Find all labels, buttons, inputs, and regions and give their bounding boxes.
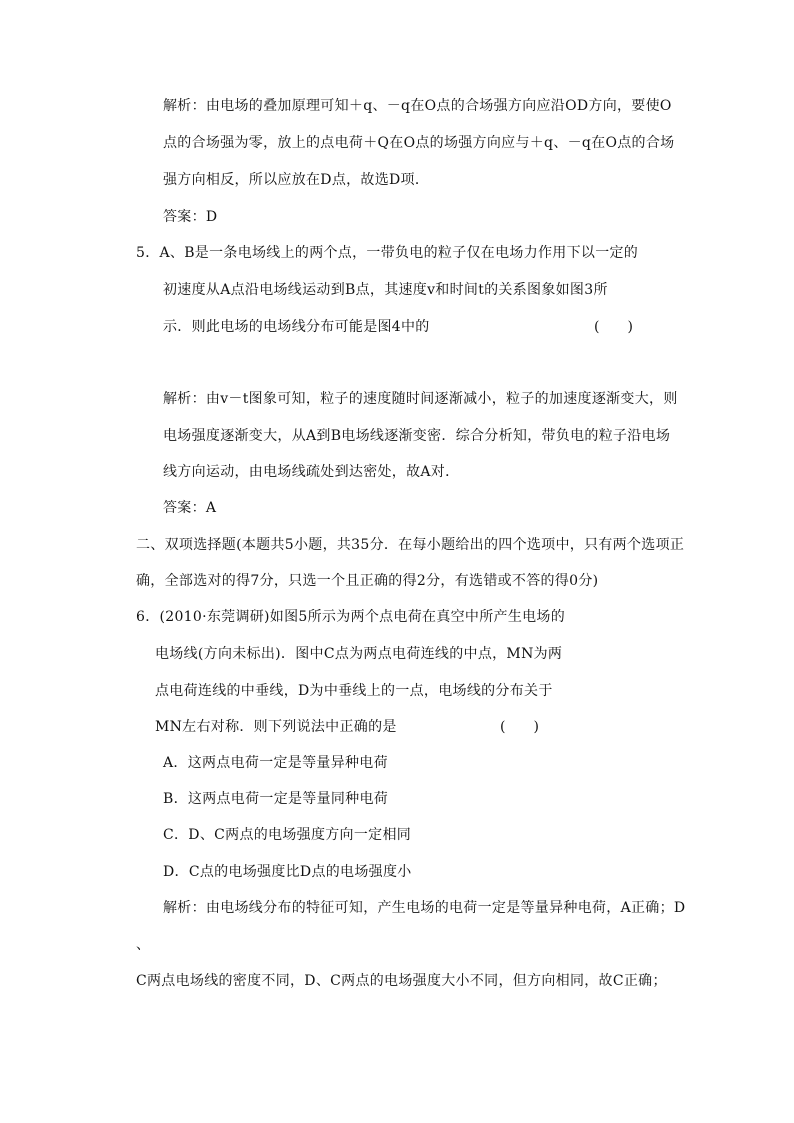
q6-stem-line-2: 电场线(方向未标出)．图中C点为两点电荷连线的中点，MN为两 [155,646,563,662]
q6-analysis-line-2: 、 [136,937,151,953]
q6-stem-line-3: 点电荷连线的中垂线，D为中垂线上的一点，电场线的分布关于 [155,683,553,699]
section2-heading-line-1: 二、双项选择题(本题共5小题，共35分．在每小题给出的四个选项中，只有两个选项正 [136,537,685,553]
q4-answer: 答案：D [163,209,218,225]
section2-heading-line-2: 确，全部选对的得7分，只选一个且正确的得2分，有选错或不答的得0分) [136,573,599,589]
q5-answer-bracket: ( ) [594,319,633,335]
q6-option-b: B．这两点电荷一定是等量同种电荷 [163,791,389,807]
q4-analysis-line-3: 强方向相反，所以应放在D点，故选D项． [163,172,430,188]
q6-stem-line-4: MN左右对称．则下列说法中正确的是 [155,719,397,735]
q6-analysis-line-3: C两点电场线的密度不同，D、C两点的电场强度大小不同，但方向相同，故C正确； [136,973,667,989]
q5-analysis-line-1: 解析：由v－t图象可知，粒子的速度随时间逐渐减小，粒子的加速度逐渐变大，则 [163,391,678,407]
q5-stem-line-2: 初速度从A点沿电场线运动到B点，其速度v和时间t的关系图象如图3所 [163,282,608,298]
q6-stem-line-1: 6．(2010·东莞调研)如图5所示为两个点电荷在真空中所产生电场的 [136,609,566,625]
q4-analysis-line-2: 点的合场强为零，放上的点电荷＋Q在O点的场强方向应与＋q、－q在O点的合场 [163,135,675,151]
q5-answer: 答案：A [163,500,217,516]
q5-analysis-line-3: 线方向运动，由电场线疏处到达密处，故A对． [163,464,460,480]
q6-analysis-line-1: 解析：由电场线分布的特征可知，产生电场的电荷一定是等量异种电荷，A正确；D [163,900,686,916]
q6-option-d: D．C点的电场强度比D点的电场强度小 [163,864,412,880]
q5-stem-line-1: 5．A、B是一条电场线上的两个点，一带负电的粒子仅在电场力作用下以一定的 [136,245,639,261]
q5-analysis-line-2: 电场强度逐渐变大，从A到B电场线逐渐变密．综合分析知，带负电的粒子沿电场 [163,428,671,444]
q6-option-a: A．这两点电荷一定是等量异种电荷 [163,755,388,771]
q4-analysis-line-1: 解析：由电场的叠加原理可知＋q、－q在O点的合场强方向应沿OD方向，要使O [163,98,672,114]
q6-answer-bracket: ( ) [500,719,539,735]
q5-stem-line-3: 示．则此电场的电场线分布可能是图4中的 [163,319,430,335]
q6-option-c: C．D、C两点的电场强度方向一定相同 [163,827,412,843]
